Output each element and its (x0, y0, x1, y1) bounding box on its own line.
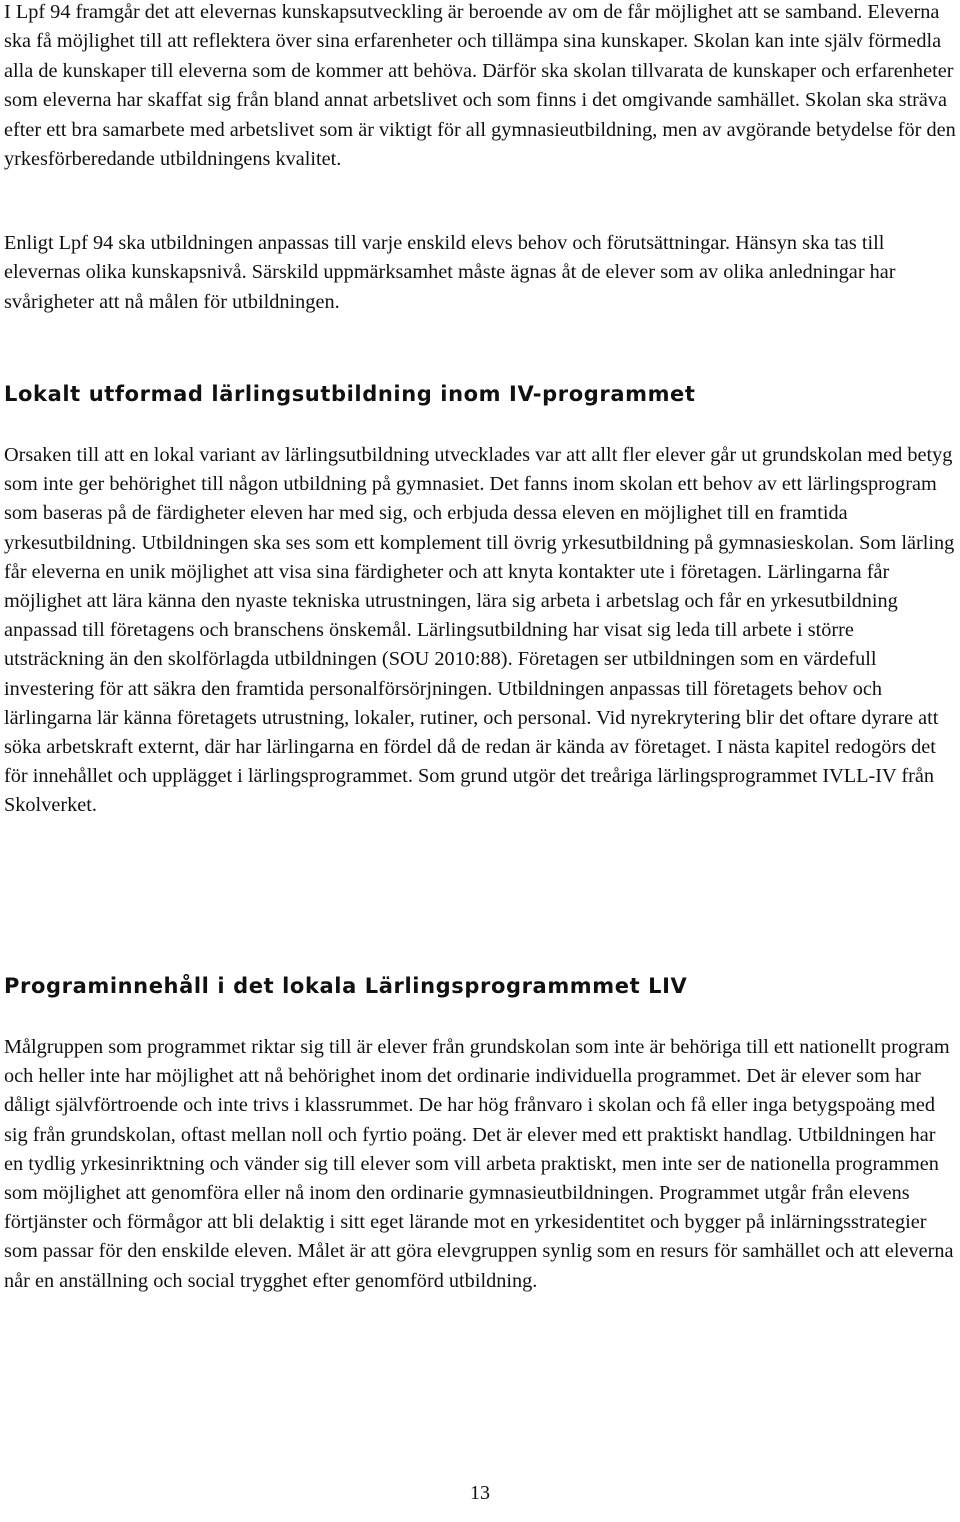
paragraph-programinnehall: Målgruppen som programmet riktar sig till är elever från grundskolan som inte är behöriga till ett nationellt program och heller inte har möjlighet att nå behörighet inom det ordinarie individuella programmet. Det är elever som har dåligt självförtroende och inte trivs i klassrummet. De har hög frånvaro i skolan och få eller inga betygspoäng med sig från grundskolan, oftast mellan noll och fyrtio poäng. Det är elever med ett praktiskt handlag. Utbildningen har en tydlig yrkesinriktning och vänder sig till elever som vill arbeta praktiskt, men inte ser de nationella programmen som möjlighet att genomföra eller nå inom den ordinarie gymnasieutbildningen. Programmet utgår från elevens förtjänster och förmågor att bli delaktig i sitt eget lärande mot en yrkesidentitet och bygger på inlärningsstrategier som passar för den enskilde eleven. Målet är att göra elevgruppen synlig som en resurs för samhället och att eleverna når en anställning och social trygghet efter genomförd utbildning. (4, 1036, 954, 1292)
page-number: 13 (470, 1482, 490, 1504)
paragraph-lokal-larlingsutbildning: Orsaken till att en lokal variant av lärlingsutbildning utvecklades var att allt fler elever går ut grundskolan med betyg som inte ger behörighet till någon utbildning på gymnasiet. Det fanns inom skolan ett behov av ett lärlingsprogram som baseras på de färdigheter eleven har med sig, och erbjuda dessa eleven en möjlighet till en framtida yrkesutbildning. Utbildningen ska ses som ett komplement till övrig yrkesutbildning på gymnasieskolan. Som lärling får eleverna en unik möjlighet att visa sina färdigheter och att knyta kontakter ute i företagen. Lärlingarna får möjlighet att lära känna den nyaste tekniska utrustningen, lära sig arbeta i arbetslag och får en yrkesutbildning anpassad till företagens och branschens önskemål. Lärlingsutbildning har visat sig leda till arbete i större utsträckning än den skolförlagda utbildningen (SOU 2010:88). Företagen ser utbildningen som en värdefull investering för att säkra den framtida personalförsörjningen. Utbildningen anpassas till företagets behov och lärlingarna lär känna företagets utrustning, lokaler, rutiner, och personal. Vid nyrekrytering blir det oftare dyrare att söka arbetskraft externt, där har lärlingarna en fördel då de redan är kända av företaget. I nästa kapitel redogörs det för innehållet och upplägget i lärlingsprogrammet. Som grund utgör det treåriga lärlingsprogrammet IVLL-IV från Skolverket. (4, 444, 955, 817)
paragraph-lpf94-anpassning: Enligt Lpf 94 ska utbildningen anpassas till varje enskild elevs behov och förutsättningar. Hänsyn ska tas till elevernas olika kunskapsnivå. Särskild uppmärksamhet måste ägnas åt de elever som av olika anledningar har svårigheter att nå målen för utbildningen. (4, 232, 896, 313)
section-heading-programinnehall: Programinnehåll i det lokala Lärlingsprogrammmet LIV (4, 974, 688, 998)
section-heading-lokal-larlingsutbildning: Lokalt utformad lärlingsutbildning inom IV-programmet (4, 382, 696, 406)
paragraph-lpf94-samband: I Lpf 94 framgår det att elevernas kunskapsutveckling är beroende av om de får möjlighet att se samband. Eleverna ska få möjlighet till att reflektera över sina erfarenheter och tillämpa sina kunskaper. Skolan kan inte själv förmedla alla de kunskaper till eleverna som de kommer att behöva. Därför ska skolan tillvarata de kunskaper och erfarenheter som eleverna har skaffat sig från bland annat arbetslivet och som finns i det omgivande samhället. Skolan ska sträva efter ett bra samarbete med arbetslivet som är viktigt för all gymnasieutbildning, men av avgörande betydelse för den yrkesförberedande utbildningens kvalitet. (4, 1, 956, 171)
